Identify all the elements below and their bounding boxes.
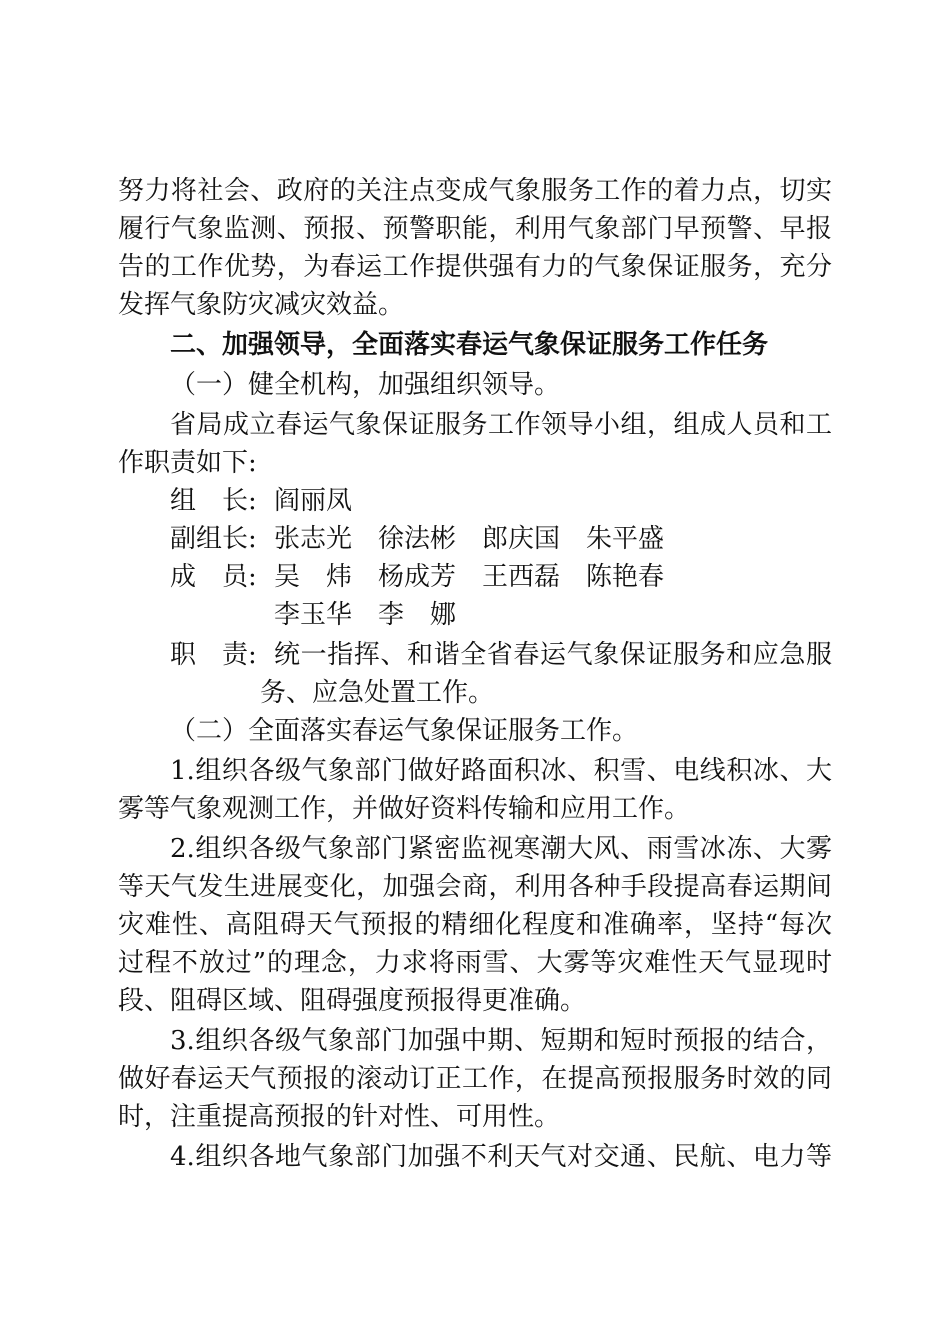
list-item: 4.组织各地气象部门加强不利天气对交通、民航、电力等 [170,1142,832,1172]
paragraph-line: 努力将社会、政府的关注点变成气象服务工作的着力点，切实 [118,176,832,206]
list-item: 3.组织各级气象部门加强中期、短期和短时预报的结合， [170,1026,832,1056]
deputy-label: 副组长: [170,524,257,554]
list-item: 1.组织各级气象部门做好路面积冰、积雪、电线积冰、大 [170,756,832,786]
list-item: 雾等气象观测工作，并做好资料传输和应用工作。 [118,794,691,824]
duty-value-continued: 务、应急处置工作。 [260,678,495,708]
members-value: 吴 炜 杨成芳 王西磊 陈艳春 [274,562,665,592]
list-item: 2.组织各级气象部门紧密监视寒潮大风、雨雪冰冻、大雾 [170,834,832,864]
subsection-heading: （二）全面落实春运气象保证服务工作。 [170,716,639,746]
list-item: 过程不放过”的理念，力求将雨雪、大雾等灾难性天气显现时 [118,948,832,978]
list-item: 段、阻碍区域、阻碍强度预报得更准确。 [118,986,587,1016]
paragraph-line: 告的工作优势，为春运工作提供强有力的气象保证服务，充分 [118,252,832,282]
list-item: 时，注重提高预报的针对性、可用性。 [118,1102,561,1132]
subsection-heading: （一）健全机构，加强组织领导。 [170,370,561,400]
members-label: 成 员: [170,562,257,592]
paragraph-line: 履行气象监测、预报、预警职能，利用气象部门早预警、早报 [118,214,832,244]
leader-value: 阎丽凤 [274,486,353,516]
deputy-value: 张志光 徐法彬 郎庆国 朱平盛 [274,524,665,554]
paragraph-line: 省局成立春运气象保证服务工作领导小组，组成人员和工 [170,410,832,440]
leader-label: 组 长: [170,486,257,516]
list-item: 灾难性、高阻碍天气预报的精细化程度和准确率，坚持“每次 [118,910,832,940]
paragraph-line: 发挥气象防灾减灾效益。 [118,290,405,320]
paragraph-line: 作职责如下: [118,448,257,478]
members-value-continued: 李玉华 李 娜 [274,600,457,630]
list-item: 等天气发生进展变化，加强会商，利用各种手段提高春运期间 [118,872,832,902]
duty-value: 统一指挥、和谐全省春运气象保证服务和应急服 [274,640,832,670]
duty-label: 职 责: [170,640,257,670]
list-item: 做好春运天气预报的滚动订正工作，在提高预报服务时效的同 [118,1064,832,1094]
section-heading: 二、加强领导，全面落实春运气象保证服务工作任务 [170,330,769,360]
